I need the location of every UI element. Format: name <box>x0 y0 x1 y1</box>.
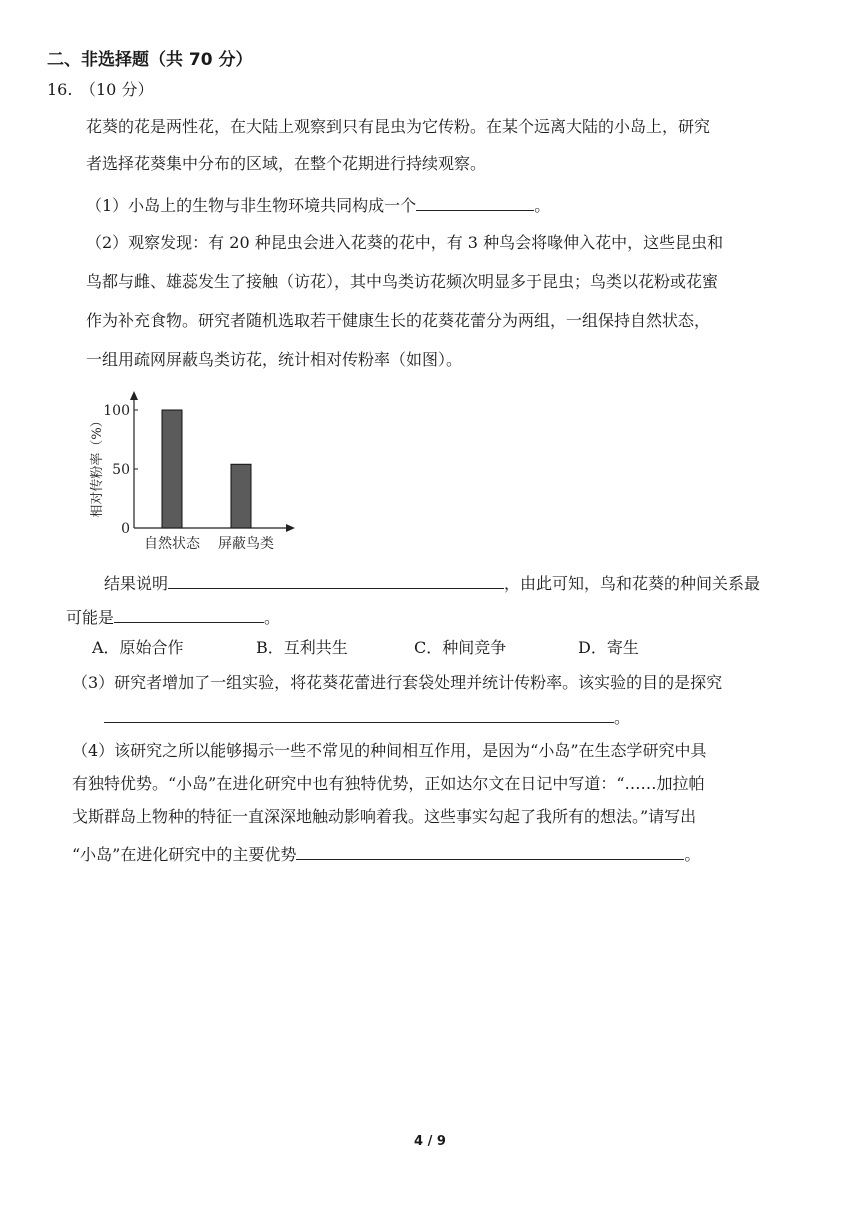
chart-ytick-label-0: 0 <box>121 521 130 537</box>
pollination-chart <box>80 388 320 558</box>
question-score: （10 分） <box>80 80 154 99</box>
chart-bar-shielded <box>231 464 251 528</box>
relation-answer-blank[interactable] <box>114 607 264 623</box>
section-title: 二、非选择题（共 70 分） <box>47 50 253 70</box>
part2-relation-line <box>66 607 280 626</box>
option-a[interactable]: A．原始合作 <box>92 638 184 657</box>
part4-line-3: 戈斯群岛上物种的特征一直深深地触动影响着我。这些事实勾起了我所有的想法。”请写出 <box>72 807 697 826</box>
chart-category-label-natural: 自然状态 <box>144 536 200 552</box>
result-mid: ，由此可知，鸟和花葵的种间关系最 <box>504 574 761 593</box>
part3-end: 。 <box>614 708 631 727</box>
part2-line-2: 鸟都与雌、雄蕊发生了接触（访花），其中鸟类访花频次明显多于昆虫；鸟类以花粉或花蜜 <box>86 272 719 291</box>
relation-label: 可能是 <box>66 608 115 627</box>
chart-x-axis-arrow <box>286 524 295 532</box>
option-b[interactable]: B．互利共生 <box>256 638 348 657</box>
chart-ylabel: 相对传粉率（%） <box>90 414 105 518</box>
option-d[interactable]: D．寄生 <box>578 638 639 657</box>
part1-end: 。 <box>534 196 551 215</box>
part4-line-4-text: “小岛”在进化研究中的主要优势 <box>72 845 297 864</box>
relation-end: 。 <box>264 608 281 627</box>
part4-line-2: 有独特优势。“小岛”在进化研究中也有独特优势，正如达尔文在日记中写道：“……加拉帕 <box>72 774 705 793</box>
part4-answer-blank[interactable] <box>296 844 684 860</box>
part2-line-4: 一组用疏网屏蔽鸟类访花，统计相对传粉率（如图）。 <box>86 350 463 369</box>
part1-text <box>86 195 550 214</box>
question-number: 16. <box>47 80 73 99</box>
part4-line-1: （4）该研究之所以能够揭示一些不常见的种间相互作用，是因为“小岛”在生态学研究中具 <box>72 741 707 760</box>
part3-answer-line <box>104 707 630 726</box>
chart-ytick-label-50: 50 <box>112 462 130 478</box>
part2-line-1: （2）观察发现：有 20 种昆虫会进入花葵的花中，有 3 种鸟会将喙伸入花中，这些昆虫和 <box>86 233 724 252</box>
result-label: 结果说明 <box>104 574 169 593</box>
option-c[interactable]: C．种间竞争 <box>414 638 507 657</box>
part4-line-4 <box>72 844 700 863</box>
chart-ytick-label-100: 100 <box>103 403 130 419</box>
part2-result-line <box>104 573 760 592</box>
intro-line-2: 者选择花葵集中分布的区域，在整个花期进行持续观察。 <box>86 154 487 173</box>
part3-text: （3）研究者增加了一组实验，将花葵花蕾进行套袋处理并统计传粉率。该实验的目的是探究 <box>72 673 723 692</box>
chart-category-label-shielded: 屏蔽鸟类 <box>218 536 274 552</box>
part2-line-3: 作为补充食物。研究者随机选取若干健康生长的花葵花蕾分为两组，一组保持自然状态， <box>86 311 711 330</box>
part1-answer-blank[interactable] <box>416 195 534 211</box>
part1-question: （1）小岛上的生物与非生物环境共同构成一个 <box>86 196 417 215</box>
chart-bar-natural <box>162 410 182 528</box>
chart-y-axis-arrow <box>130 391 138 400</box>
intro-line-1: 花葵的花是两性花，在大陆上观察到只有昆虫为它传粉。在某个远离大陆的小岛上，研究 <box>86 117 711 136</box>
part3-answer-blank[interactable] <box>104 707 614 723</box>
part4-end: 。 <box>684 845 701 864</box>
result-answer-blank[interactable] <box>168 573 504 589</box>
page-number: 4 / 9 <box>414 1134 446 1149</box>
